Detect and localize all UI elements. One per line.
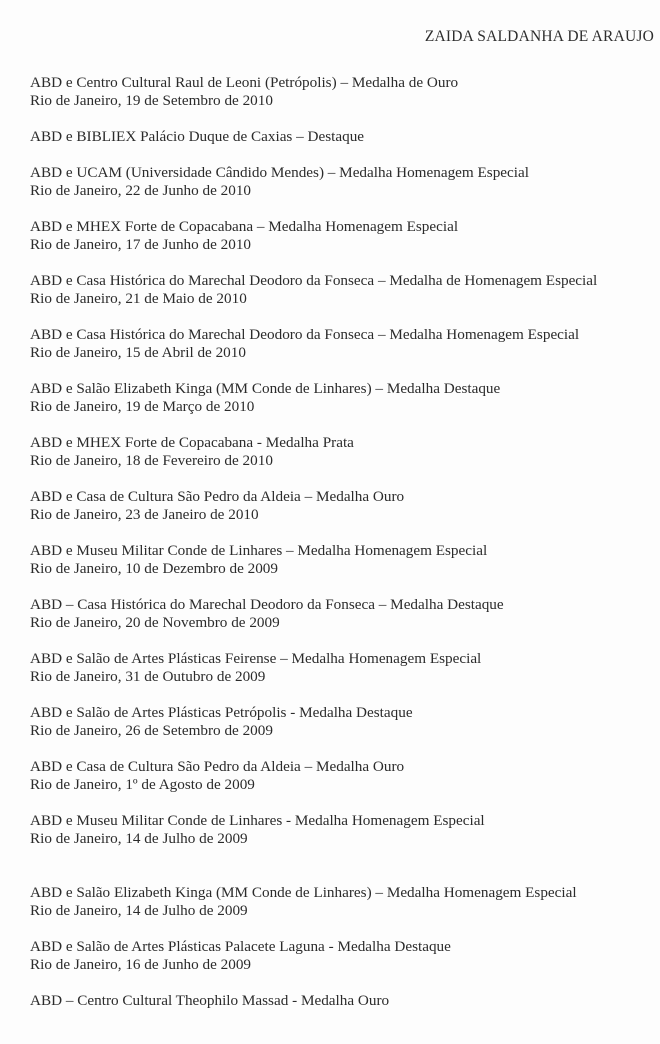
- award-entry: [30, 992, 652, 1010]
- award-date: Rio de Janeiro, 14 de Julho de 2009: [30, 902, 248, 919]
- award-date: Rio de Janeiro, 10 de Dezembro de 2009: [30, 560, 278, 577]
- award-date: Rio de Janeiro, 1º de Agosto de 2009: [30, 776, 255, 793]
- award-title: ABD e Casa Histórica do Marechal Deodoro da Fonseca – Medalha Homenagem Especial: [30, 326, 580, 343]
- award-date: Rio de Janeiro, 23 de Janeiro de 2010: [30, 506, 259, 523]
- award-title: ABD e BIBLIEX Palácio Duque de Caxias – Destaque: [30, 128, 365, 145]
- award-title: ABD e MHEX Forte de Copacabana – Medalha Homenagem Especial: [30, 218, 459, 235]
- award-title: ABD e UCAM (Universidade Cândido Mendes) – Medalha Homenagem Especial: [30, 164, 529, 181]
- award-title: ABD e Casa de Cultura São Pedro da Aldeia – Medalha Ouro: [30, 758, 405, 775]
- award-entry: [30, 884, 652, 920]
- award-date: Rio de Janeiro, 26 de Setembro de 2009: [30, 722, 273, 739]
- award-entry: [30, 488, 652, 524]
- award-entry: [30, 812, 652, 848]
- award-list: [30, 74, 652, 1028]
- award-date: Rio de Janeiro, 18 de Fevereiro de 2010: [30, 452, 273, 469]
- award-title: ABD e Salão de Artes Plásticas Feirense – Medalha Homenagem Especial: [30, 650, 482, 667]
- award-title: ABD e Casa de Cultura São Pedro da Aldeia – Medalha Ouro: [30, 488, 405, 505]
- award-entry: [30, 380, 652, 416]
- award-title: ABD e Salão de Artes Plásticas Palacete Laguna - Medalha Destaque: [30, 938, 451, 955]
- award-title: ABD e Salão Elizabeth Kinga (MM Conde de Linhares) – Medalha Destaque: [30, 380, 501, 397]
- award-entry: [30, 326, 652, 362]
- award-entry: [30, 272, 652, 308]
- award-date: Rio de Janeiro, 16 de Junho de 2009: [30, 956, 252, 973]
- award-entry: [30, 542, 652, 578]
- author-header: ZAIDA SALDANHA DE ARAUJO: [424, 28, 654, 45]
- award-title: ABD e Casa Histórica do Marechal Deodoro da Fonseca – Medalha de Homenagem Especial: [30, 272, 598, 289]
- award-entry: [30, 218, 652, 254]
- award-title: ABD e Salão de Artes Plásticas Petrópolis - Medalha Destaque: [30, 704, 413, 721]
- award-entry: [30, 758, 652, 794]
- award-entry: [30, 650, 652, 686]
- award-date: Rio de Janeiro, 21 de Maio de 2010: [30, 290, 247, 307]
- award-title: ABD e Salão Elizabeth Kinga (MM Conde de Linhares) – Medalha Homenagem Especial: [30, 884, 577, 901]
- award-title: ABD e MHEX Forte de Copacabana - Medalha Prata: [30, 434, 354, 451]
- award-entry: [30, 938, 652, 974]
- award-title: ABD e Centro Cultural Raul de Leoni (Petrópolis) – Medalha de Ouro: [30, 74, 459, 91]
- award-entry: [30, 128, 652, 146]
- award-date: Rio de Janeiro, 15 de Abril de 2010: [30, 344, 246, 361]
- award-title: ABD – Casa Histórica do Marechal Deodoro da Fonseca – Medalha Destaque: [30, 596, 504, 613]
- award-entry: [30, 434, 652, 470]
- award-date: Rio de Janeiro, 31 de Outubro de 2009: [30, 668, 266, 685]
- award-title: ABD – Centro Cultural Theophilo Massad - Medalha Ouro: [30, 992, 390, 1009]
- award-title: ABD e Museu Militar Conde de Linhares - Medalha Homenagem Especial: [30, 812, 485, 829]
- award-title: ABD e Museu Militar Conde de Linhares – Medalha Homenagem Especial: [30, 542, 488, 559]
- award-entry: [30, 704, 652, 740]
- award-entry: [30, 74, 652, 110]
- award-date: Rio de Janeiro, 19 de Setembro de 2010: [30, 92, 273, 109]
- award-date: Rio de Janeiro, 17 de Junho de 2010: [30, 236, 252, 253]
- award-date: Rio de Janeiro, 14 de Julho de 2009: [30, 830, 248, 847]
- award-entry: [30, 596, 652, 632]
- award-date: Rio de Janeiro, 20 de Novembro de 2009: [30, 614, 280, 631]
- award-date: Rio de Janeiro, 19 de Março de 2010: [30, 398, 255, 415]
- award-entry: [30, 164, 652, 200]
- award-date: Rio de Janeiro, 22 de Junho de 2010: [30, 182, 252, 199]
